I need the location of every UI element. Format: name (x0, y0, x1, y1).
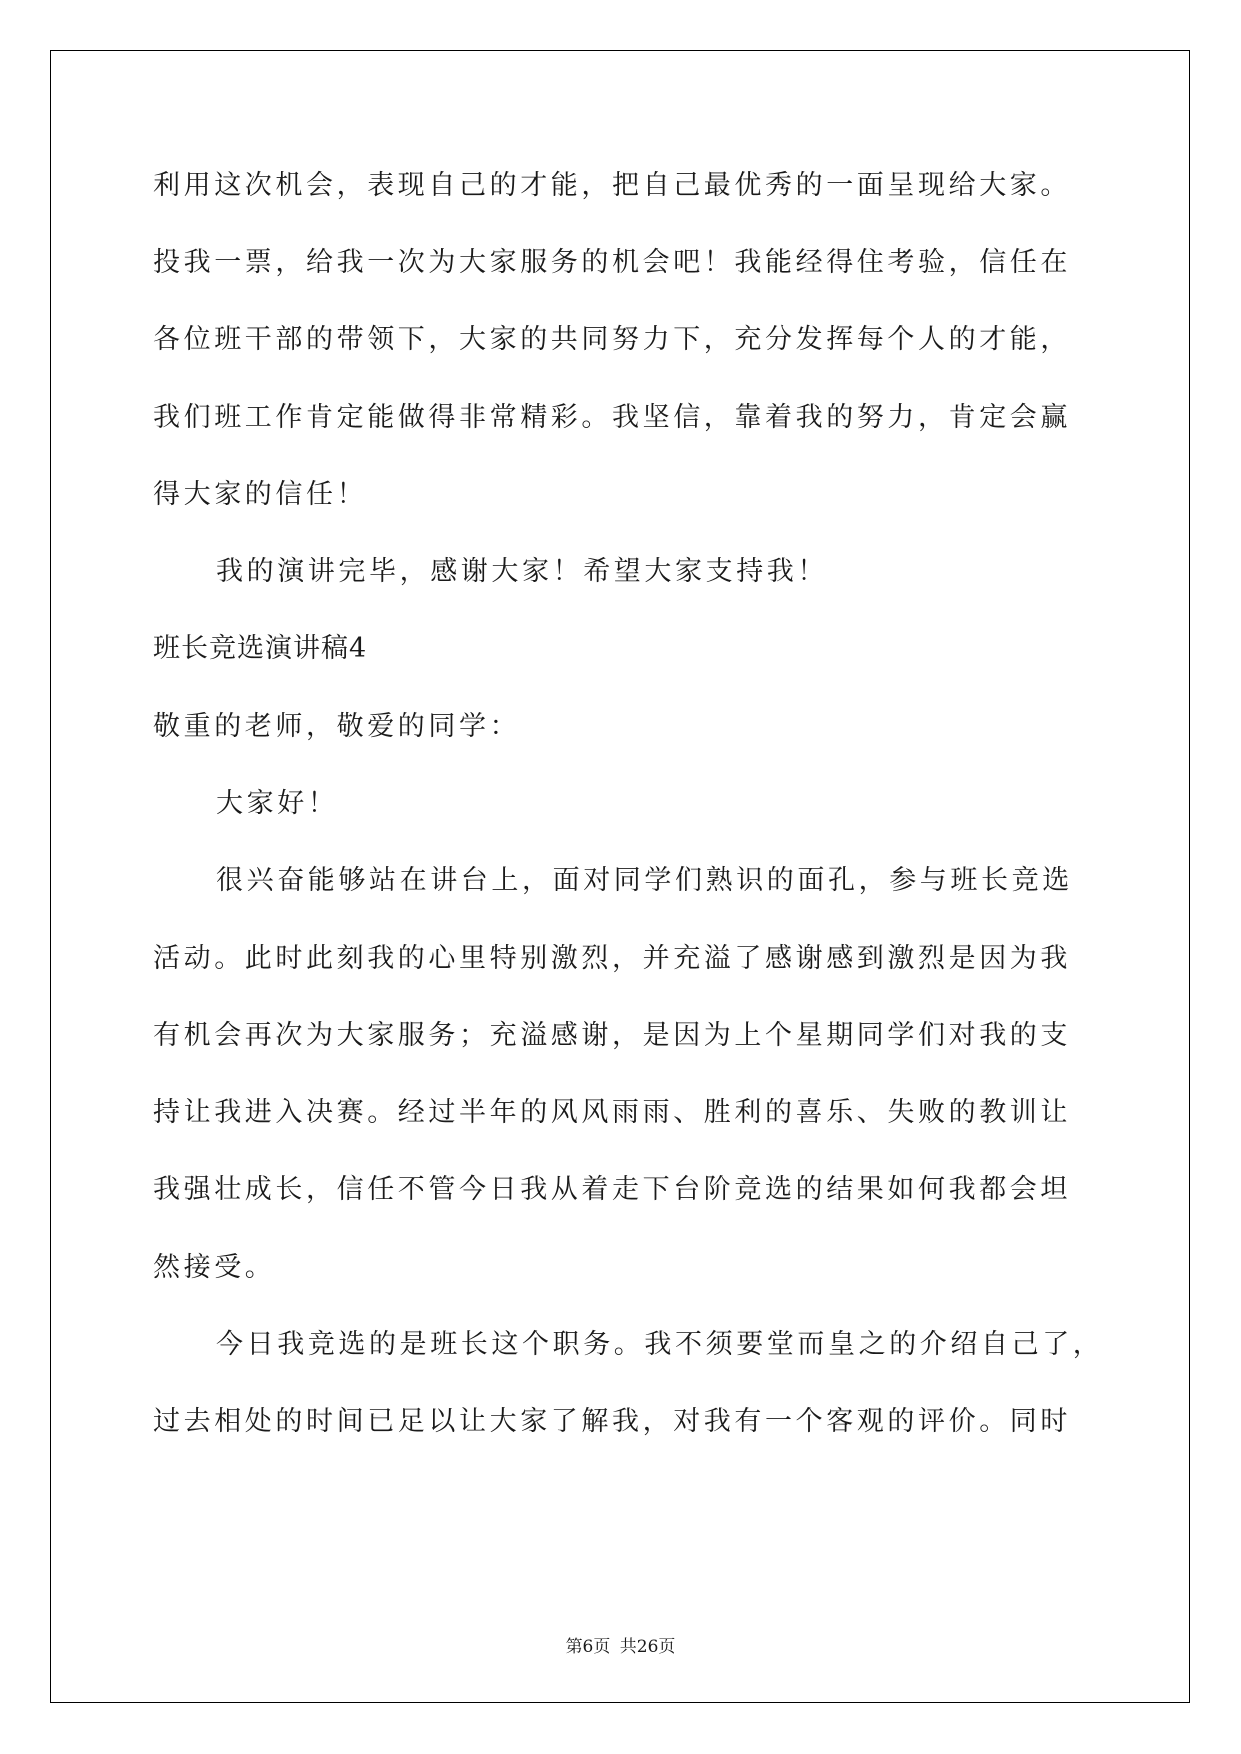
text-line: 得大家的信任！ (153, 479, 368, 510)
text-line: 有机会再次为大家服务；充溢感谢，是因为上个星期同学们对我的支 (153, 1020, 1071, 1051)
greeting: 大家好！ (216, 788, 339, 819)
salutation: 敬重的老师，敬爱的同学： (153, 711, 521, 742)
text-line: 投我一票，给我一次为大家服务的机会吧！我能经得住考验，信任在 (153, 247, 1071, 278)
page-total: 共26页 (619, 1637, 676, 1657)
page-footer (0, 1636, 1241, 1658)
text-line: 过去相处的时间已足以让大家了解我，对我有一个客观的评价。同时 (153, 1406, 1071, 1437)
text-line: 各位班干部的带领下，大家的共同努力下，充分发挥每个人的才能， (153, 324, 1071, 355)
text-line: 今日我竞选的是班长这个职务。我不须要堂而皇之的介绍自己了， (216, 1329, 1104, 1360)
text-line: 然接受。 (153, 1252, 276, 1283)
text-line: 我强壮成长，信任不管今日我从着走下台阶竞选的结果如何我都会坦 (153, 1174, 1071, 1205)
text-line: 很兴奋能够站在讲台上，面对同学们熟识的面孔，参与班长竞选 (216, 865, 1073, 896)
section-heading: 班长竞选演讲稿4 (153, 633, 368, 664)
text-line: 我们班工作肯定能做得非常精彩。我坚信，靠着我的努力，肯定会赢 (153, 402, 1071, 433)
text-line: 我的演讲完毕，感谢大家！希望大家支持我！ (216, 556, 828, 587)
text-line: 利用这次机会，表现自己的才能，把自己最优秀的一面呈现给大家。 (153, 170, 1071, 201)
text-line: 持让我进入决赛。经过半年的风风雨雨、胜利的喜乐、失败的教训让 (153, 1097, 1071, 1128)
page-number: 第6页 (565, 1637, 611, 1657)
text-line: 活动。此时此刻我的心里特别激烈，并充溢了感谢感到激烈是因为我 (153, 943, 1071, 974)
